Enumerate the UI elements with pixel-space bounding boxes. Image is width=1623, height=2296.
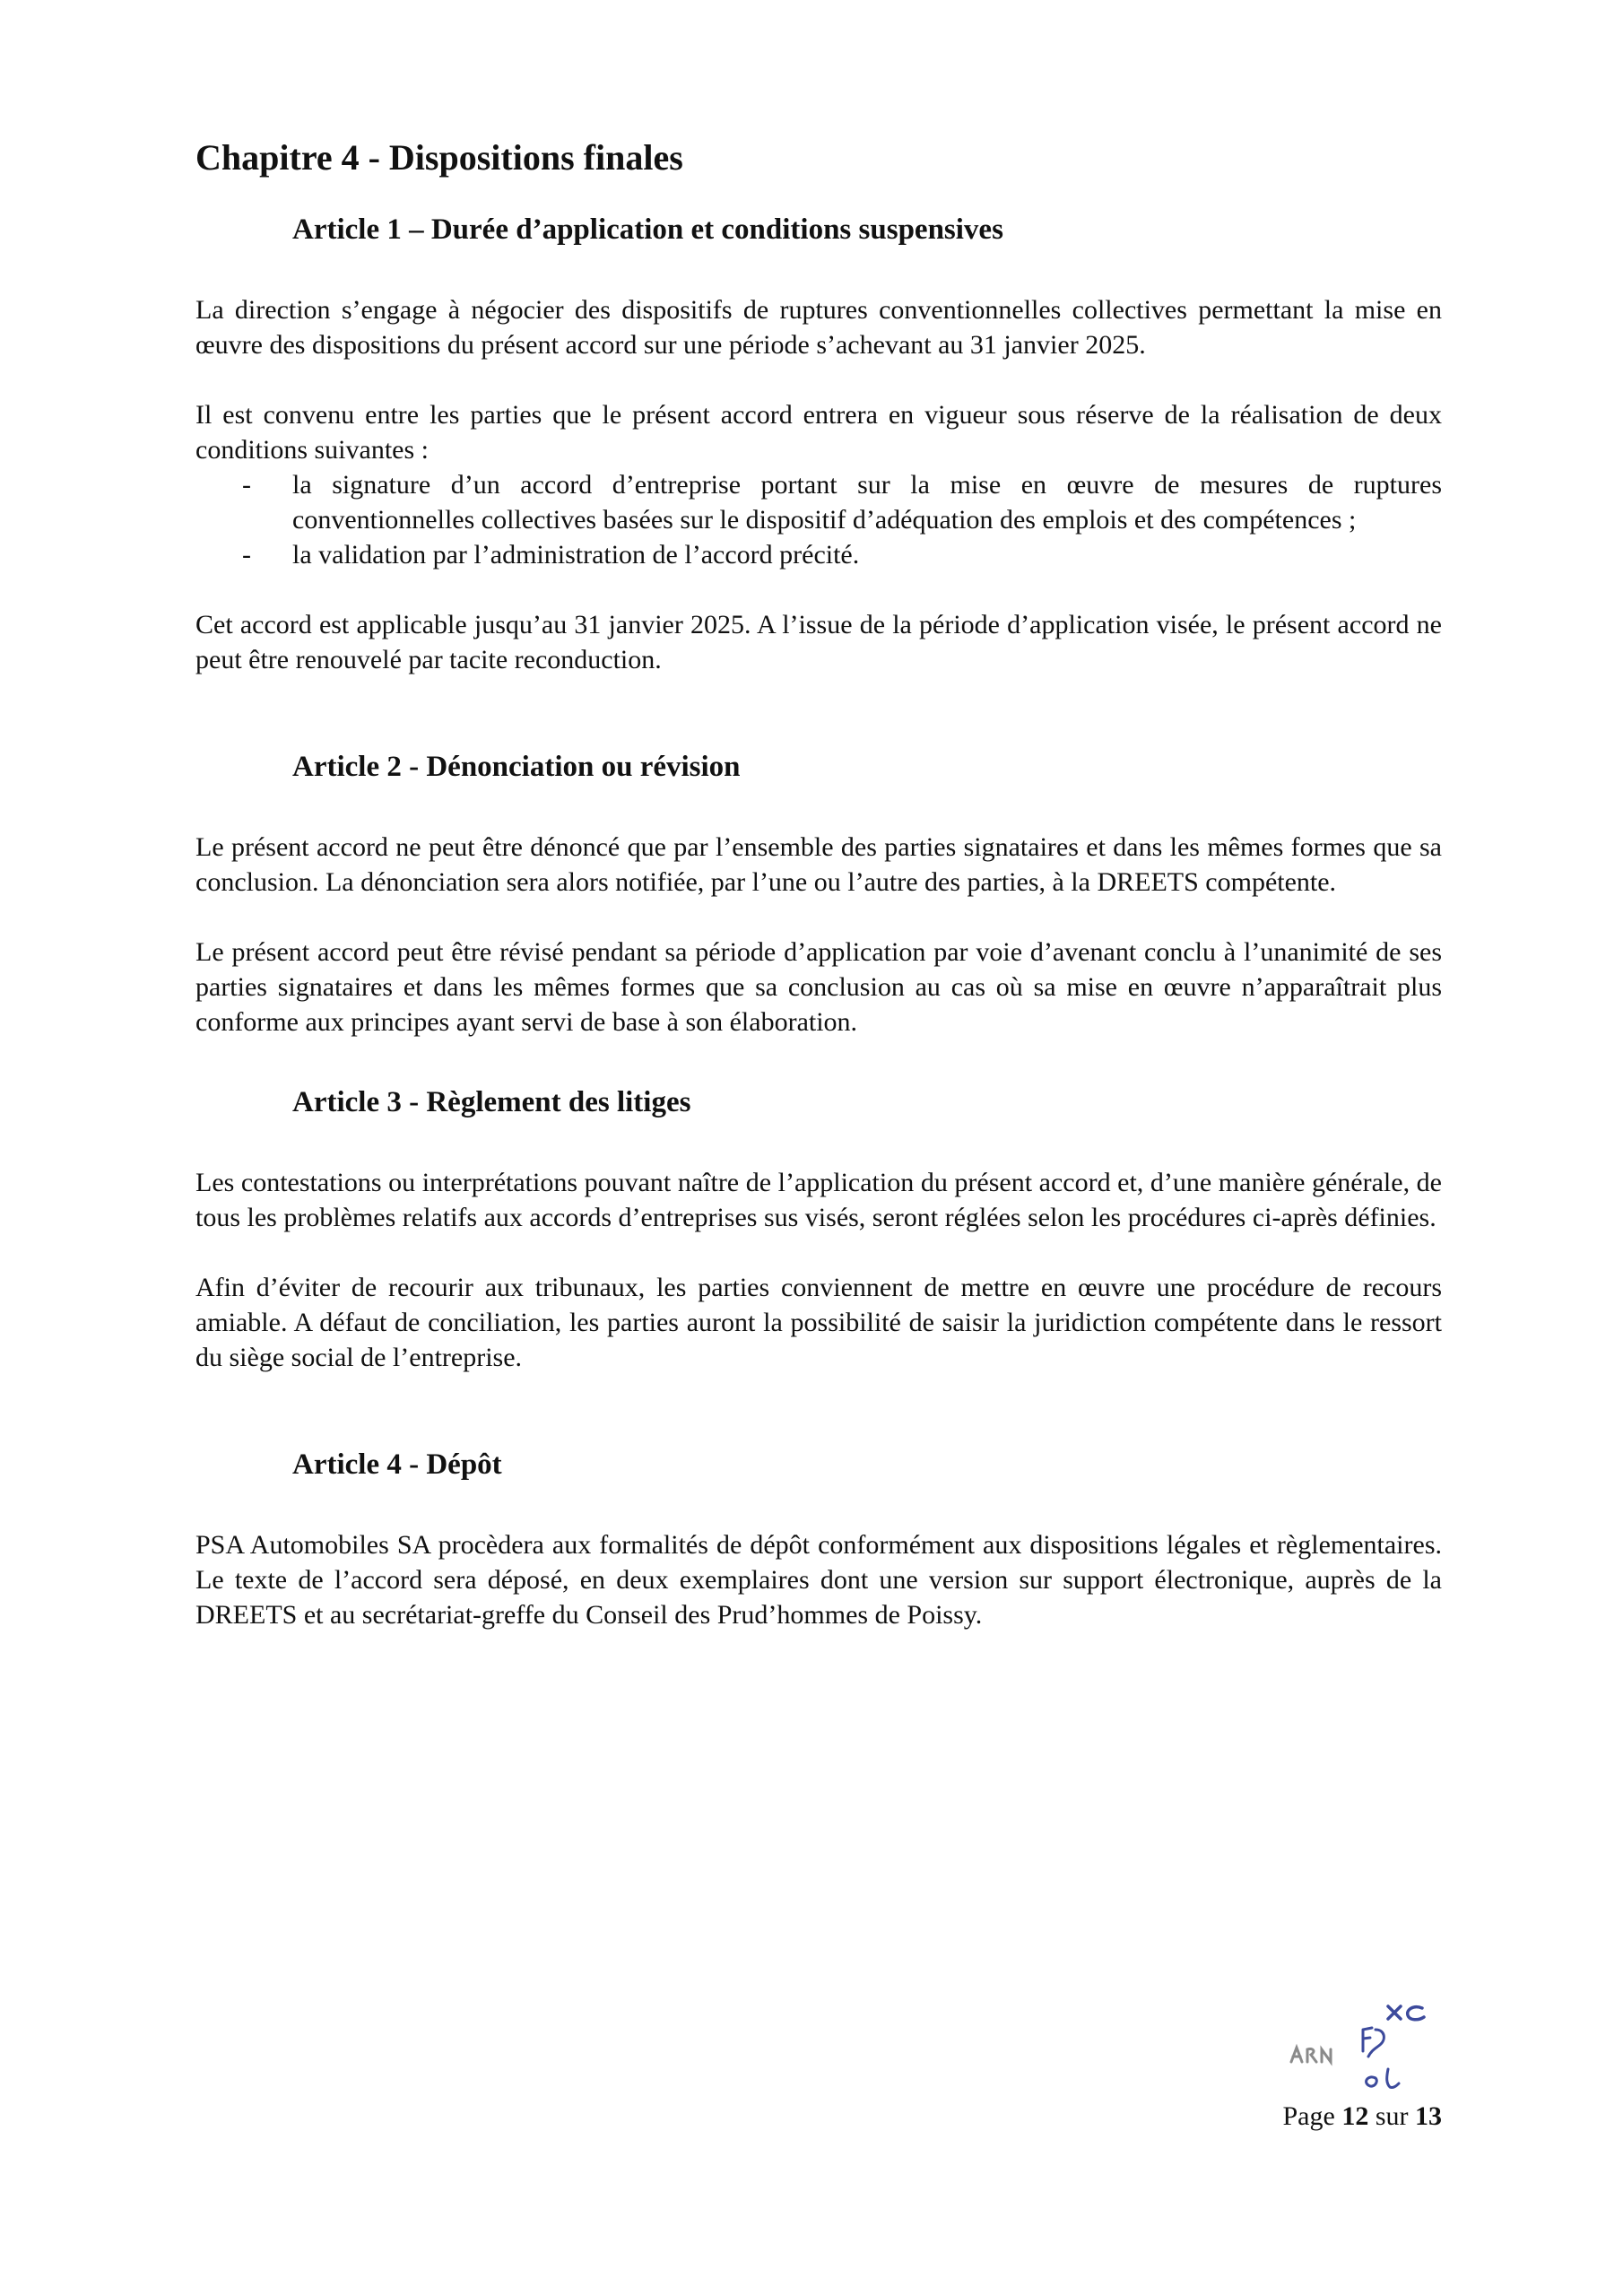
page-content — [195, 135, 1442, 1632]
article-2-paragraph-1: Le présent accord ne peut être dénoncé que par l’ensemble des parties signataires et dans les mêmes formes que sa conclusion. La dénonciation sera alors notifiée, par l’une ou l’autre des parties, à la DREETS compétente. — [195, 832, 1442, 897]
list-item-text: la validation par l’administration de l’accord précité. — [292, 540, 860, 570]
article-3-title: Article 3 - Règlement des litiges — [292, 1086, 691, 1118]
conditions-list — [195, 467, 1442, 572]
list-item — [195, 467, 1442, 537]
total-pages: 13 — [1415, 2101, 1442, 2131]
page-number — [1283, 2099, 1443, 2134]
article-1-paragraph-1: La direction s’engage à négocier des dispositifs de ruptures conventionnelles collectives permettant la mise en œuvre des dispositions du présent accord sur une période s’achevant au 31 janvier 2025. — [195, 295, 1442, 360]
page-prefix: Page — [1282, 2101, 1335, 2131]
article-4 — [195, 1445, 1442, 1632]
article-1 — [195, 210, 1442, 677]
dash-bullet: - — [242, 470, 251, 500]
list-item-text: la signature d’un accord d’entreprise portant sur la mise en œuvre de mesures de ruptures conventionnelles collectives basées sur le dispositif d’adéquation des emplois et des compétences ; — [292, 470, 1442, 535]
article-1-paragraph-3: Cet accord est applicable jusqu’au 31 janvier 2025. A l’issue de la période d’application visée, le présent accord ne peut être renouvelé par tacite reconduction. — [195, 610, 1442, 674]
article-1-paragraph-2: Il est convenu entre les parties que le présent accord entrera en vigueur sous réserve de la réalisation de deux conditions suivantes : — [195, 400, 1442, 465]
dash-bullet: - — [242, 540, 251, 570]
article-3 — [195, 1083, 1442, 1375]
article-4-title: Article 4 - Dépôt — [292, 1448, 502, 1481]
article-4-paragraph-1: PSA Automobiles SA procèdera aux formalités de dépôt conformément aux dispositions légales et règlementaires. Le texte de l’accord sera déposé, en deux exemplaires dont une version sur support électronique, auprès de la DREETS et au secrétariat-greffe du Conseil des Prud’hommes de Poissy. — [195, 1530, 1442, 1630]
chapter-title: Chapitre 4 - Dispositions finales — [195, 137, 683, 178]
list-item — [195, 537, 1442, 572]
initials-arn — [1291, 2048, 1331, 2062]
initials-ol — [1367, 2069, 1399, 2088]
initials-xc — [1388, 2006, 1424, 2020]
handwritten-initials — [1282, 1996, 1462, 2094]
page-separator: sur — [1375, 2101, 1409, 2131]
article-3-paragraph-1: Les contestations ou interprétations pouvant naître de l’application du présent accord et, d’une manière générale, de tous les problèmes relatifs aux accords d’entreprises sus visés, seront réglées selon les procédures ci-après définies. — [195, 1168, 1442, 1232]
current-page: 12 — [1341, 2101, 1369, 2131]
article-2-title: Article 2 - Dénonciation ou révision — [292, 751, 741, 783]
article-3-paragraph-2: Afin d’éviter de recourir aux tribunaux, les parties conviennent de mettre en œuvre une procédure de recours amiable. A défaut de conciliation, les parties auront la possibilité de saisir la juridiction compétente dans le ressort du siège social de l’entreprise. — [195, 1273, 1442, 1372]
article-2 — [195, 747, 1442, 1039]
article-1-title: Article 1 – Durée d’application et conditions suspensives — [292, 213, 1003, 246]
article-2-paragraph-2: Le présent accord peut être révisé pendant sa période d’application par voie d’avenant conclu à l’unanimité de ses parties signataires et dans les mêmes formes que sa conclusion au cas où sa mise en œuvre n’apparaîtrait plus conforme aux principes ayant servi de base à son élaboration. — [195, 937, 1442, 1037]
initials-fd — [1363, 2028, 1384, 2057]
